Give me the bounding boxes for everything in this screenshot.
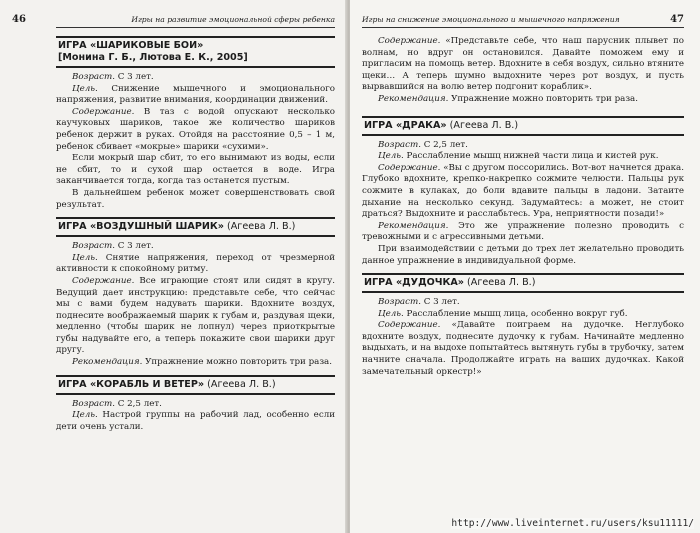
paragraph bbox=[56, 72, 335, 84]
paragraph-text: С 2,5 лет. bbox=[114, 398, 162, 409]
paragraph bbox=[56, 153, 335, 188]
game-section bbox=[56, 375, 335, 434]
game-heading bbox=[56, 36, 335, 68]
right-games bbox=[362, 116, 684, 379]
paragraph-label: Возраст. bbox=[378, 139, 421, 150]
paragraph-label: Возраст. bbox=[378, 297, 421, 308]
game-source: [Монина Г. Б., Лютова Е. К., 2005] bbox=[58, 52, 248, 63]
paragraph-text: Все играющие стоят или сидят в кругу. Ведущий дает инструкцию: представьте себе, что сейчас мы с вами будем надувать шарики. Вдохните воздух, поднесите воображаемый шарик к губам и, раздувая щеки, медленно (чтобы шарик не лопнул) через приоткрытые губы надувайте его, а теперь покажите свои шарики друг другу. bbox=[56, 275, 335, 356]
game-author: (Агеева Л. В.) bbox=[204, 378, 276, 390]
paragraph-label: Возраст. bbox=[72, 72, 115, 82]
paragraph bbox=[56, 253, 335, 276]
paragraph-text: С 2,5 лет. bbox=[420, 139, 468, 150]
game-title: ИГРА «КОРАБЛЬ И ВЕТЕР» bbox=[58, 378, 205, 390]
paragraph bbox=[56, 357, 335, 369]
paragraph-text: Если мокрый шар сбит, то его вынимают из воды, если не сбит, то и сухой шар остается в воде. Игра заканчивается тогда, когда таз останется пустым. bbox=[56, 153, 335, 187]
paragraph-text: Расслабление мышц нижней части лица и кистей рук. bbox=[403, 151, 659, 162]
paragraph bbox=[56, 410, 335, 433]
paragraph-text: В дальнейшем ребенок может совершенствовать свой результат. bbox=[56, 187, 335, 210]
game-section bbox=[362, 116, 684, 268]
paragraph bbox=[362, 94, 684, 106]
right-running-head bbox=[362, 14, 684, 28]
game-title: ИГРА «ВОЗДУШНЫЙ ШАРИК» bbox=[58, 221, 224, 233]
paragraph-text: При взаимодействии с детьми до трех лет желательно проводить данное упражнение в индивидуальной форме. bbox=[362, 243, 684, 266]
paragraph-label: Цель. bbox=[72, 83, 98, 94]
paragraph bbox=[362, 320, 684, 378]
game-section bbox=[362, 273, 684, 378]
left-page-number: 46 bbox=[12, 14, 26, 25]
paragraph bbox=[56, 399, 335, 411]
continued-text bbox=[362, 36, 684, 106]
paragraph bbox=[56, 188, 335, 211]
paragraph bbox=[56, 107, 335, 153]
paragraph-text: Это же упражнение полезно проводить с тревожными и с агрессивными детьми. bbox=[362, 220, 684, 243]
paragraph-label: Цель. bbox=[72, 252, 98, 263]
paragraph bbox=[362, 163, 684, 221]
paragraph-text: «Давайте поиграем на дудочке. Неглубоко вдохните воздух, поднесите дудочку к губам. Начинайте медленно выдыхать, и на выдохе попытайтесь вытянуть губы в трубочку, затем начните сначала. Продолжайте играть на ваших дудочках. Какой замечательный оркестр!» bbox=[362, 320, 684, 377]
paragraph-text: Снятие напряжения, переход от чрезмерной активности к спокойному ритму. bbox=[56, 252, 335, 275]
game-title: ИГРА «ШАРИКОВЫЕ БОИ» bbox=[58, 40, 204, 51]
paragraph-text: С 3 лет. bbox=[420, 297, 460, 308]
paragraph bbox=[362, 309, 684, 321]
game-heading bbox=[362, 273, 684, 293]
paragraph-label: Содержание. bbox=[72, 106, 135, 117]
paragraph-label: Содержание. bbox=[378, 162, 441, 173]
left-running-head-text: Игры на развитие эмоциональной сферы ребенка bbox=[131, 15, 335, 24]
paragraph bbox=[362, 297, 684, 309]
paragraph-text: Расслабление мышц лица, особенно вокруг губ. bbox=[403, 308, 628, 319]
game-title: ИГРА «ДРАКА» bbox=[364, 119, 447, 131]
game-heading bbox=[362, 116, 684, 136]
paragraph-label: Содержание. bbox=[378, 36, 441, 46]
right-page bbox=[350, 0, 700, 533]
game-section bbox=[56, 36, 335, 211]
game-heading bbox=[56, 217, 335, 237]
paragraph-text: Упражнение можно повторить три раза. bbox=[448, 93, 639, 104]
paragraph-label: Цель. bbox=[378, 151, 404, 162]
left-running-head bbox=[12, 14, 335, 28]
paragraph-label: Содержание. bbox=[378, 320, 441, 331]
paragraph bbox=[362, 221, 684, 244]
paragraph-label: Содержание. bbox=[72, 275, 135, 286]
paragraph bbox=[56, 241, 335, 253]
paragraph bbox=[362, 151, 684, 163]
game-section bbox=[56, 217, 335, 369]
paragraph-text: «Вы с другом поссорились. Вот-вот начнется драка. Глубоко вдохните, крепко-накрепко сожмите челюсти. Пальцы рук сожмите в кулаках, до боли вдавите пальцы в ладони. Затаите дыхание на несколько секунд. Задумайтесь: а может, не стоит драться? Выдохните и расслабьтесь. Ура, неприятности позади!» bbox=[362, 162, 684, 220]
game-author: (Агеева Л. В.) bbox=[223, 221, 296, 233]
paragraph-text: Снижение мышечного и эмоционального напряжения, развитие внимания, координации движений. bbox=[56, 83, 335, 106]
paragraph bbox=[362, 244, 684, 267]
paragraph-label: Рекомендация. bbox=[72, 357, 143, 368]
paragraph-label: Рекомендация. bbox=[378, 220, 449, 231]
paragraph-text: Настрой группы на рабочий лад, особенно если дети очень устали. bbox=[56, 410, 335, 432]
paragraph bbox=[362, 140, 684, 152]
game-title: ИГРА «ДУДОЧКА» bbox=[364, 277, 464, 289]
paragraph-label: Рекомендация. bbox=[378, 93, 449, 104]
paragraph-text: «Представьте себе, что наш парусник плывет по волнам, но вдруг он остановился. Давайте поможем ему и пригласим на помощь ветер. Вдохните в себя воздух, сильно втяните щеки… А теперь шумно выдохните через рот воздух, и пусть вырвавшийся на волю ветер подгонит кораблик». bbox=[362, 36, 684, 93]
game-heading bbox=[56, 375, 335, 395]
paragraph-label: Возраст. bbox=[72, 398, 115, 409]
paragraph-text: С 3 лет. bbox=[114, 241, 154, 252]
game-author: (Агеева Л. В.) bbox=[446, 119, 519, 131]
paragraph-text: Упражнение можно повторить три раза. bbox=[142, 357, 333, 368]
paragraph-label: Цель. bbox=[72, 410, 98, 421]
paragraph-text: В таз с водой опускают несколько каучуковых шариков, такое же количество шариков ребенок держит в руках. Отойдя на расстояние 0,5 – 1 м, ребенок сбивает «мокрые» шарики «сухими». bbox=[56, 106, 335, 152]
paragraph-label: Цель. bbox=[378, 308, 404, 319]
right-page-number: 47 bbox=[670, 14, 684, 25]
game-author: (Агеева Л. В.) bbox=[464, 277, 536, 289]
left-page bbox=[0, 0, 347, 533]
paragraph bbox=[56, 84, 335, 107]
paragraph bbox=[56, 276, 335, 357]
paragraph-label: Возраст. bbox=[72, 241, 115, 252]
paragraph-text: С 3 лет. bbox=[114, 72, 154, 82]
left-games bbox=[56, 36, 335, 433]
right-running-head-text: Игры на снижение эмоционального и мышечного напряжения bbox=[362, 15, 620, 24]
paragraph bbox=[362, 36, 684, 94]
watermark-url: http://www.liveinternet.ru/users/ksu11111/ bbox=[451, 518, 694, 529]
